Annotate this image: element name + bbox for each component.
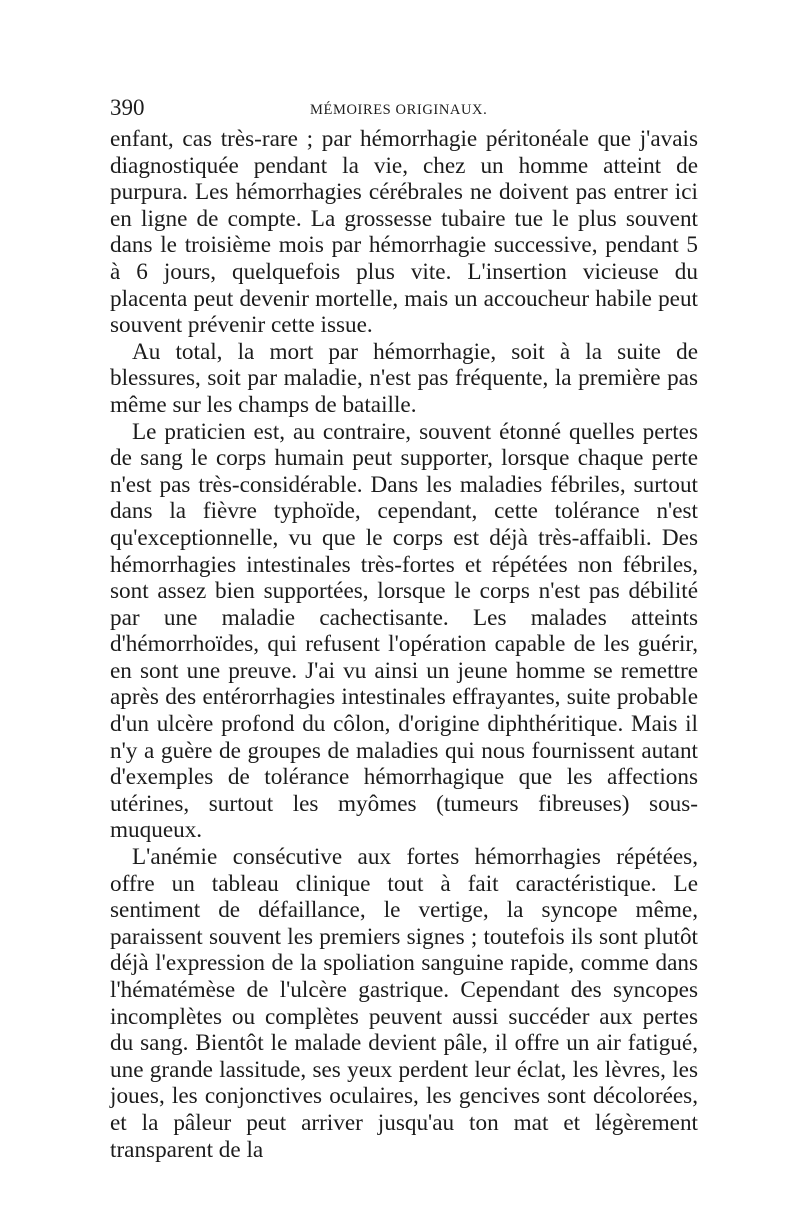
paragraph: L'anémie consécutive aux fortes hémorrhagies répétées, offre un tableau clinique tout à fait caractéristique. Le sentiment de défaillance, le vertige, la syncope même, paraissent souvent les premiers signes ; toutefois ils sont plutôt déjà l'expression de la spoliation sanguine rapide, comme dans l'hématémèse de l'ulcère gastrique. Cependant des syncopes incomplètes ou complètes peuvent aussi succéder aux pertes du sang. Bientôt le malade devient pâle, il offre un air fatigué, une grande lassitude, ses yeux perdent leur éclat, les lèvres, les joues, les conjonctives oculaires, les gencives sont décolorées, et la pâleur peut arriver jusqu'au ton mat et légèrement transparent de la xyxy=(110,844,698,1163)
body-text xyxy=(110,126,698,1163)
paragraph-continued: enfant, cas très-rare ; par hémorrhagie péritonéale que j'avais diagnostiquée pendant la vie, chez un homme atteint de purpura. Les hémorrhagies cérébrales ne doivent pas entrer ici en ligne de compte. La grossesse tubaire tue le plus souvent dans le troisième mois par hémorrhagie successive, pendant 5 à 6 jours, quelquefois plus vite. L'insertion vicieuse du placenta peut devenir mortelle, mais un accoucheur habile peut souvent prévenir cette issue. xyxy=(110,126,698,339)
page-number: 390 xyxy=(110,95,145,120)
paragraph: Au total, la mort par hémorrhagie, soit à la suite de blessures, soit par maladie, n'est pas fréquente, la première pas même sur les champs de bataille. xyxy=(110,338,698,418)
paragraph: Le praticien est, au contraire, souvent étonné quelles pertes de sang le corps humain peut supporter, lorsque chaque perte n'est pas très-considérable. Dans les maladies fébriles, surtout dans la fièvre typhoïde, cependant, cette tolérance n'est qu'exceptionnelle, vu que le corps est déjà très-affaibli. Des hémorrhagies intestinales très-fortes et répétées non fébriles, sont assez bien supportées, lorsque le corps n'est pas débilité par une maladie cachectisante. Les malades atteints d'hémorrhoïdes, qui refusent l'opération capable de les guérir, en sont une preuve. J'ai vu ainsi un jeune homme se remettre après des entérorrhagies intestinales effrayantes, suite probable d'un ulcère profond du côlon, d'origine diphthéritique. Mais il n'y a guère de groupes de maladies qui nous fournissent autant d'exemples de tolérance hémorrhagique que les affections utérines, surtout les myômes (tumeurs fibreuses) sous-muqueux. xyxy=(110,418,698,844)
running-head: MÉMOIRES ORIGINAUX. xyxy=(310,102,488,118)
page-header xyxy=(110,94,700,122)
